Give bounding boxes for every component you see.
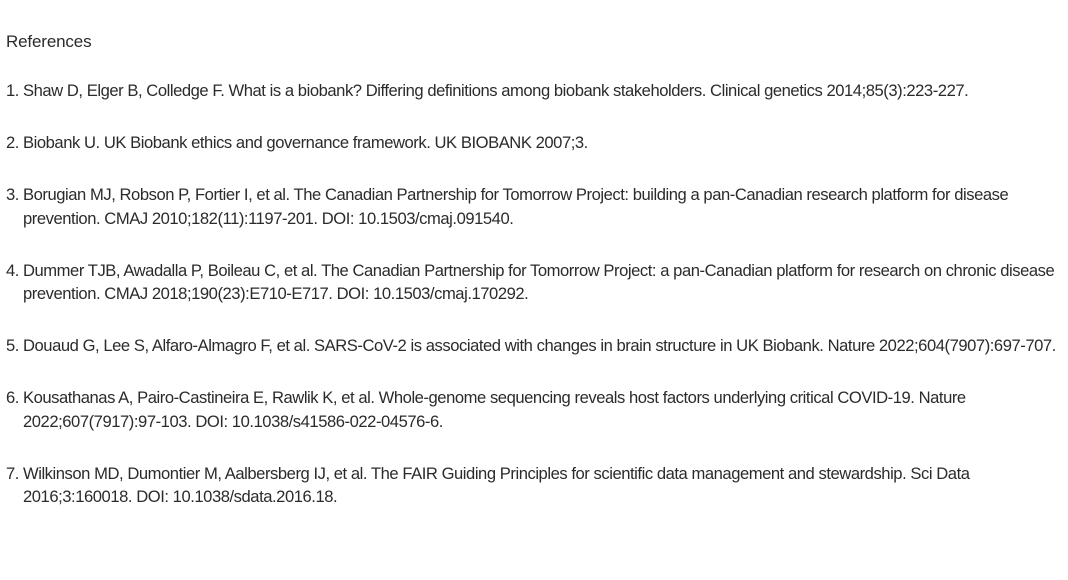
reference-number: 6.: [6, 388, 19, 407]
reference-number: 7.: [6, 463, 19, 483]
reference-text: Douaud G, Lee S, Alfaro-Almagro F, et al. SARS-CoV-2 is associated with changes in brain structure in UK Biobank. Nature 2022;604(7907):697-707.: [23, 336, 1056, 355]
reference-list: [6, 79, 1062, 509]
reference-item-5: [6, 334, 1062, 358]
reference-number: 3.: [6, 185, 19, 204]
reference-number: 4.: [6, 260, 19, 280]
reference-item-4: [6, 259, 1062, 306]
reference-number: 5.: [6, 336, 19, 355]
reference-item-2: [6, 131, 1062, 155]
references-heading: References: [6, 32, 92, 51]
reference-item-1: [6, 79, 1062, 103]
reference-text: Dummer TJB, Awadalla P, Boileau C, et al. The Canadian Partnership for Tomorrow Project: a pan-Canadian platform for research on chronic disease prevention. CMAJ 2018;190(23):E710-E717. DOI: 10.1503/cmaj.170292.: [23, 260, 1055, 303]
reference-text: Borugian MJ, Robson P, Fortier I, et al. The Canadian Partnership for Tomorrow Project: building a pan-Canadian research platform for disease prevention. CMAJ 2010;182(11):1197-201. DOI: 10.1503/cmaj.091540.: [23, 185, 1009, 228]
reference-number: 2.: [6, 133, 19, 152]
reference-number: 1.: [6, 81, 19, 100]
reference-text: Biobank U. UK Biobank ethics and governance framework. UK BIOBANK 2007;3.: [23, 133, 588, 152]
reference-text: Kousathanas A, Pairo-Castineira E, Rawlik K, et al. Whole-genome sequencing reveals host factors underlying critical COVID-19. Nature 2022;607(7917):97-103. DOI: 10.1038/s41586-022-04576-6.: [23, 388, 966, 431]
reference-item-7: [6, 462, 1062, 509]
reference-text: Wilkinson MD, Dumontier M, Aalbersberg IJ, et al. The FAIR Guiding Principles for scientific data management and stewardship. Sci Data 2016;3:160018. DOI: 10.1038/sdata.2016.18.: [23, 463, 970, 506]
reference-item-6: [6, 386, 1062, 433]
reference-item-3: [6, 183, 1062, 230]
reference-text: Shaw D, Elger B, Colledge F. What is a biobank? Differing definitions among biobank stakeholders. Clinical genetics 2014;85(3):223-227.: [23, 81, 969, 100]
